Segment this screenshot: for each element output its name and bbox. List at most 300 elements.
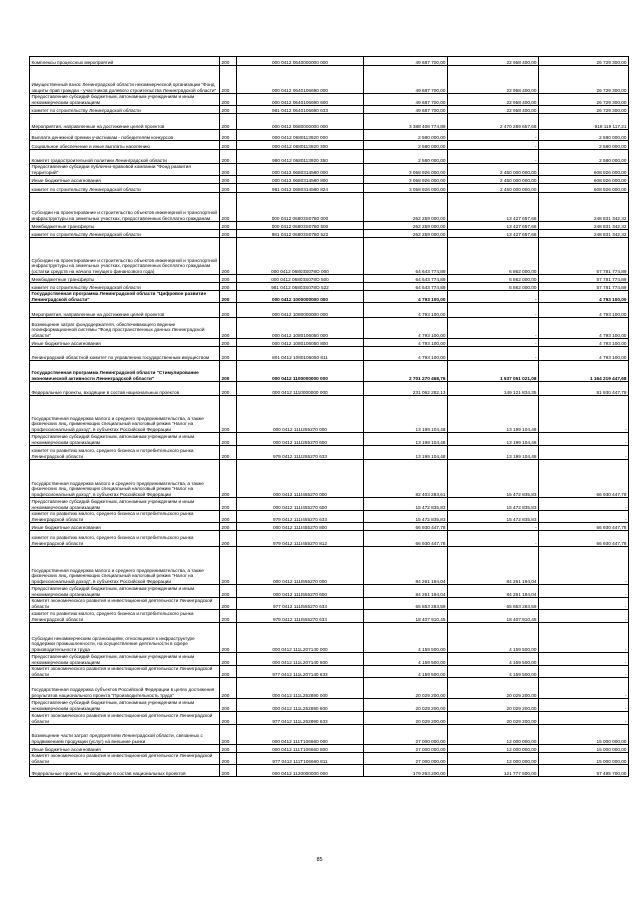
- budget-table-body: [30, 57, 629, 777]
- table-row: [30, 130, 629, 141]
- row-name: Государственная поддержка малого и среднего предпринимательства, а также физических лиц, применяющих специальный налоговый режим "Налог на профессиональный доход", в субъектах Российской Федерации: [30, 396, 220, 433]
- row-line-code: 200: [220, 361, 237, 382]
- row-line-code: 200: [220, 460, 237, 498]
- row-executed: 20 029 200,00: [448, 699, 539, 712]
- row-line-code: 200: [220, 347, 237, 361]
- row-budget-code: 000 0412 0680113920 000: [237, 130, 364, 141]
- row-executed: 15 472 835,83: [448, 460, 539, 498]
- row-remaining: -: [539, 446, 629, 460]
- row-approved: 27 000 000,00: [364, 745, 448, 753]
- table-row: [30, 347, 629, 361]
- row-name: Федеральные проекты, не входящие в состав национальных проектов: [30, 765, 220, 777]
- row-approved: 20 029 200,00: [364, 678, 448, 699]
- row-name: Иные бюджетные ассигнования: [30, 176, 220, 184]
- row-name: Государственная поддержка малого и среднего предпринимательства, а также физических лиц, применяющих специальный налоговый режим "Налог на профессиональный доход", в субъектах Российской Федерации: [30, 547, 220, 585]
- row-approved: 2 580 000,00: [364, 130, 448, 141]
- row-remaining: 608 926 000,00: [539, 184, 629, 193]
- table-row: [30, 446, 629, 460]
- row-remaining: 57 781 774,89: [539, 238, 629, 275]
- row-executed: 22 958 400,00: [448, 94, 539, 106]
- row-budget-code: 000 0412 111L252890 000: [237, 678, 364, 699]
- row-budget-code: 000 0412 1000000000 000: [237, 291, 364, 303]
- row-line-code: 200: [220, 141, 237, 150]
- row-budget-code: 000 0412 111I555270 600: [237, 585, 364, 598]
- row-name: комитет по развитию малого, среднего бизнеса и потребительского рынка Ленинградской области: [30, 531, 220, 547]
- table-row: [30, 275, 629, 283]
- row-line-code: 200: [220, 396, 237, 433]
- row-executed: -: [448, 347, 539, 361]
- row-executed: 121 777 500,00: [448, 765, 539, 777]
- row-budget-code: 000 0412 111I555270 000: [237, 547, 364, 585]
- row-line-code: 200: [220, 193, 237, 222]
- row-budget-code: 000 0412 0680314580 800: [237, 176, 364, 184]
- row-budget-code: 000 0412 111I455270 800: [237, 523, 364, 531]
- table-row: [30, 745, 629, 753]
- row-budget-code: 000 0412 1080106050 000: [237, 318, 364, 339]
- row-approved: 3 058 926 000,00: [364, 184, 448, 193]
- row-remaining: 15 000 000,00: [539, 725, 629, 745]
- row-approved: 4 159 500,00: [364, 623, 448, 653]
- row-budget-code: 000 0412 111L252890 600: [237, 699, 364, 712]
- table-row: [30, 712, 629, 725]
- row-budget-code: 977 0412 111T106660 811: [237, 753, 364, 765]
- row-name: Предоставление субсидий бюджетным, автономным учреждениям и иным некоммерческим организациям: [30, 433, 220, 446]
- row-line-code: 200: [220, 745, 237, 753]
- row-line-code: 200: [220, 303, 237, 318]
- row-budget-code: 981 0412 06803S078O 522: [237, 283, 364, 291]
- row-line-code: 200: [220, 446, 237, 460]
- row-line-code: 200: [220, 433, 237, 446]
- row-remaining: -: [539, 598, 629, 610]
- row-approved: 49 687 700,00: [364, 106, 448, 114]
- row-remaining: 66 930 447,78: [539, 523, 629, 531]
- table-row: [30, 303, 629, 318]
- row-name: комитет по строительству Ленинградской области: [30, 230, 220, 238]
- row-executed: 13 427 657,68: [448, 222, 539, 230]
- row-budget-code: 000 0412 0640106690 600: [237, 94, 364, 106]
- row-name: Иные бюджетные ассигнования: [30, 339, 220, 347]
- table-row: [30, 547, 629, 585]
- row-name: Государственная поддержка субъектов Российской Федерации в целях достижения результатов национального проекта "Производительность труда": [30, 678, 220, 699]
- table-row: [30, 531, 629, 547]
- row-name: Предоставление субсидий бюджетным, автономным учреждениям и иным некоммерческим организациям: [30, 94, 220, 106]
- row-line-code: 200: [220, 106, 237, 114]
- row-approved: 20 029 200,00: [364, 712, 448, 725]
- row-budget-code: 977 0412 111L207140 633: [237, 666, 364, 678]
- row-remaining: 66 930 447,78: [539, 460, 629, 498]
- row-line-code: 200: [220, 725, 237, 745]
- row-name: Мероприятия, направленные на достижение целей проектов: [30, 303, 220, 318]
- row-name: Комитет градостроительной политики Ленинградской области: [30, 150, 220, 164]
- row-executed: -: [448, 130, 539, 141]
- row-budget-code: 000 0412 0640000000 000: [237, 57, 364, 66]
- row-remaining: -: [539, 585, 629, 598]
- row-approved: 179 263 200,00: [364, 765, 448, 777]
- row-approved: 4 793 100,00: [364, 291, 448, 303]
- row-approved: 84 261 194,04: [364, 585, 448, 598]
- row-executed: 20 029 200,00: [448, 678, 539, 699]
- row-remaining: 4 793 100,00: [539, 303, 629, 318]
- table-row: [30, 753, 629, 765]
- row-executed: -: [448, 523, 539, 531]
- row-executed: 13 199 104,48: [448, 396, 539, 433]
- row-name: Предоставление субсидий бюджетным, автономным учреждениям и иным некоммерческим организациям: [30, 699, 220, 712]
- row-name: Предоставление субсидий бюджетным, автономным учреждениям и иным некоммерческим организациям: [30, 585, 220, 598]
- row-name: комитет по строительству Ленинградской области: [30, 106, 220, 114]
- row-executed: -: [448, 531, 539, 547]
- table-row: [30, 585, 629, 598]
- row-approved: 20 029 200,00: [364, 699, 448, 712]
- row-remaining: 918 119 117,21: [539, 114, 629, 130]
- table-row: [30, 433, 629, 446]
- row-line-code: 200: [220, 230, 237, 238]
- table-row: [30, 291, 629, 303]
- table-row: [30, 222, 629, 230]
- row-remaining: 81 930 447,78: [539, 382, 629, 396]
- row-name: Государственная программа Ленинградской области "Стимулирование экономической активности Ленинградской области": [30, 361, 220, 382]
- row-approved: 84 261 194,04: [364, 547, 448, 585]
- row-line-code: 200: [220, 184, 237, 193]
- row-executed: 20 029 200,00: [448, 712, 539, 725]
- row-approved: 262 259 000,00: [364, 222, 448, 230]
- row-budget-code: 000 0412 111I455270 000: [237, 460, 364, 498]
- row-approved: 82 403 283,61: [364, 460, 448, 498]
- row-budget-code: 000 0412 111I255270 600: [237, 433, 364, 446]
- table-row: [30, 339, 629, 347]
- row-approved: 64 643 774,89: [364, 238, 448, 275]
- row-budget-code: 000 0412 1100000000 000: [237, 361, 364, 382]
- row-approved: 65 853 283,59: [364, 598, 448, 610]
- table-row: [30, 396, 629, 433]
- row-budget-code: 000 0412 111L207140 600: [237, 653, 364, 666]
- row-budget-code: 000 0412 111I255270 000: [237, 396, 364, 433]
- row-budget-code: 979 0412 111I255270 633: [237, 446, 364, 460]
- row-name: Субсидии некоммерческим организациям, относящимся к инфраструктуре поддержки промышленности, на осуществление деятельности в сфере производительности труда: [30, 623, 220, 653]
- row-line-code: 200: [220, 498, 237, 511]
- row-remaining: 608 926 000,00: [539, 176, 629, 184]
- row-line-code: 200: [220, 382, 237, 396]
- row-executed: -: [448, 318, 539, 339]
- row-remaining: -: [539, 678, 629, 699]
- row-budget-code: 981 0412 0680314580 824: [237, 184, 364, 193]
- row-remaining: 2 580 000,00: [539, 150, 629, 164]
- row-line-code: 200: [220, 653, 237, 666]
- row-line-code: 200: [220, 130, 237, 141]
- table-row: [30, 164, 629, 176]
- row-remaining: 4 793 100,00: [539, 347, 629, 361]
- row-approved: 64 643 774,89: [364, 275, 448, 283]
- row-executed: 2 450 000 000,00: [448, 176, 539, 184]
- row-line-code: 200: [220, 176, 237, 184]
- row-line-code: 200: [220, 765, 237, 777]
- row-line-code: 200: [220, 318, 237, 339]
- row-name: Межбюджетные трансферты: [30, 222, 220, 230]
- row-remaining: 2 580 000,00: [539, 130, 629, 141]
- row-approved: 2 701 270 468,76: [364, 361, 448, 382]
- table-row: [30, 230, 629, 238]
- row-remaining: 26 729 300,00: [539, 94, 629, 106]
- row-budget-code: 000 0412 1080106050 800: [237, 339, 364, 347]
- row-budget-code: 981 0412 0640106690 633: [237, 106, 364, 114]
- row-name: Государственная программа Ленинградской области "Цифровое развитие Ленинградской области": [30, 291, 220, 303]
- row-line-code: 200: [220, 291, 237, 303]
- table-row: [30, 725, 629, 745]
- row-name: комитет по строительству Ленинградской области: [30, 184, 220, 193]
- table-row: [30, 176, 629, 184]
- row-budget-code: 000 0412 0680000000 000: [237, 114, 364, 130]
- row-budget-code: 977 0412 111L252890 633: [237, 712, 364, 725]
- table-row: [30, 114, 629, 130]
- table-row: [30, 623, 629, 653]
- row-approved: 3 058 926 000,00: [364, 176, 448, 184]
- row-remaining: -: [539, 712, 629, 725]
- row-budget-code: 980 0412 0680113920 350: [237, 150, 364, 164]
- row-remaining: 26 729 300,00: [539, 106, 629, 114]
- row-name: Социальное обеспечение и иные выплаты населению: [30, 141, 220, 150]
- table-row: [30, 361, 629, 382]
- row-remaining: -: [539, 433, 629, 446]
- row-line-code: 200: [220, 66, 237, 94]
- table-row: [30, 141, 629, 150]
- table-row: [30, 94, 629, 106]
- table-row: [30, 765, 629, 777]
- table-row: [30, 283, 629, 291]
- table-row: [30, 318, 629, 339]
- row-budget-code: 000 0412 111L207140 000: [237, 623, 364, 653]
- row-approved: 27 000 000,00: [364, 725, 448, 745]
- row-line-code: 200: [220, 164, 237, 176]
- row-line-code: 200: [220, 547, 237, 585]
- table-row: [30, 653, 629, 666]
- row-budget-code: 801 0412 1080106050 811: [237, 347, 364, 361]
- row-executed: -: [448, 141, 539, 150]
- row-remaining: -: [539, 498, 629, 511]
- row-executed: 6 862 000,00: [448, 275, 539, 283]
- row-budget-code: 000 0412 06803S0780 500: [237, 222, 364, 230]
- row-remaining: 248 831 342,32: [539, 230, 629, 238]
- row-executed: -: [448, 303, 539, 318]
- row-executed: -: [448, 339, 539, 347]
- row-executed: 65 853 283,59: [448, 598, 539, 610]
- row-line-code: 200: [220, 339, 237, 347]
- row-line-code: 200: [220, 585, 237, 598]
- row-executed: 4 159 500,00: [448, 623, 539, 653]
- row-name: Возмещение затрат фондодержателя, обеспечивающего ведение геоинформационной системы "Фонд пространственных данных Ленинградской области": [30, 318, 220, 339]
- row-line-code: 200: [220, 222, 237, 230]
- row-executed: 15 472 835,83: [448, 498, 539, 511]
- row-remaining: 248 831 342,32: [539, 222, 629, 230]
- row-executed: 13 199 104,48: [448, 433, 539, 446]
- row-executed: 22 958 400,00: [448, 57, 539, 66]
- row-remaining: -: [539, 666, 629, 678]
- row-approved: 4 793 100,00: [364, 303, 448, 318]
- row-remaining: 15 000 000,00: [539, 745, 629, 753]
- row-budget-code: 977 0412 111I555270 633: [237, 598, 364, 610]
- row-executed: 6 862 000,00: [448, 238, 539, 275]
- row-name: Комитет экономического развития и инвестиционной деятельности Ленинградской области: [30, 753, 220, 765]
- row-line-code: 200: [220, 598, 237, 610]
- row-budget-code: 979 0412 111I455270 633: [237, 511, 364, 523]
- row-name: Мероприятия, направленные на достижение целей проектов: [30, 114, 220, 130]
- row-executed: 13 199 104,48: [448, 446, 539, 460]
- row-executed: 149 121 834,35: [448, 382, 539, 396]
- row-executed: 22 958 400,00: [448, 106, 539, 114]
- table-row: [30, 498, 629, 511]
- row-remaining: 26 729 300,00: [539, 66, 629, 94]
- row-budget-code: 981 0412 06803S0780 522: [237, 230, 364, 238]
- row-approved: 3 388 408 774,89: [364, 114, 448, 130]
- row-approved: 15 472 835,83: [364, 511, 448, 523]
- row-name: комитет по развитию малого, среднего бизнеса и потребительского рынка Ленинградской области: [30, 610, 220, 623]
- row-approved: 4 793 100,00: [364, 347, 448, 361]
- row-name: Предоставление субсидий бюджетным, автономным учреждениям и иным некоммерческим организациям: [30, 653, 220, 666]
- table-row: [30, 460, 629, 498]
- row-approved: 18 407 910,45: [364, 610, 448, 623]
- row-name: Имущественный взнос Ленинградской области некоммерческой организации "Фонд защиты прав граждан - участников долевого строительства Ленинградской области": [30, 66, 220, 94]
- row-executed: 2 450 000 000,00: [448, 164, 539, 176]
- row-executed: 84 261 194,04: [448, 585, 539, 598]
- row-budget-code: 000 0412 1110000000 000: [237, 382, 364, 396]
- row-name: Комитет экономического развития и инвестиционной деятельности Ленинградской области: [30, 666, 220, 678]
- row-name: комитет по развитию малого, среднего бизнеса и потребительского рынка Ленинградской области: [30, 511, 220, 523]
- row-remaining: -: [539, 547, 629, 585]
- row-approved: 49 687 700,00: [364, 57, 448, 66]
- row-budget-code: 000 0412 0680314580 000: [237, 164, 364, 176]
- row-remaining: -: [539, 610, 629, 623]
- table-row: [30, 699, 629, 712]
- row-remaining: -: [539, 511, 629, 523]
- row-name: Комплексы процессных мероприятий: [30, 57, 220, 66]
- row-line-code: 200: [220, 753, 237, 765]
- row-line-code: 200: [220, 666, 237, 678]
- row-budget-code: 000 0412 111T106660 800: [237, 745, 364, 753]
- row-approved: 66 930 447,78: [364, 523, 448, 531]
- row-approved: 2 580 000,00: [364, 150, 448, 164]
- table-row: [30, 666, 629, 678]
- row-executed: 12 000 000,00: [448, 753, 539, 765]
- row-approved: 2 580 000,00: [364, 141, 448, 150]
- row-approved: 66 930 447,78: [364, 531, 448, 547]
- row-line-code: 200: [220, 712, 237, 725]
- row-line-code: 200: [220, 523, 237, 531]
- row-name: Межбюджетные трансферты: [30, 275, 220, 283]
- row-name: Выплата денежной премии участникам - победителям конкурсов: [30, 130, 220, 141]
- row-budget-code: 000 0412 0680113920 300: [237, 141, 364, 150]
- row-name: Иные бюджетные ассигнования: [30, 523, 220, 531]
- row-line-code: 200: [220, 275, 237, 283]
- row-line-code: 200: [220, 511, 237, 523]
- row-remaining: 57 781 774,89: [539, 275, 629, 283]
- row-line-code: 200: [220, 678, 237, 699]
- row-remaining: 2 580 000,00: [539, 141, 629, 150]
- row-name: Предоставление субсидий бюджетным, автономным учреждениям и иным некоммерческим организациям: [30, 498, 220, 511]
- row-budget-code: 000 0412 06803S078O 000: [237, 238, 364, 275]
- row-executed: 12 000 000,00: [448, 745, 539, 753]
- row-line-code: 200: [220, 531, 237, 547]
- row-budget-code: 000 0412 1080000000 000: [237, 303, 364, 318]
- row-executed: 22 958 400,00: [448, 66, 539, 94]
- row-budget-code: 000 0412 111T106660 000: [237, 725, 364, 745]
- row-name: Иные бюджетные ассигнования: [30, 745, 220, 753]
- row-approved: 49 687 700,00: [364, 94, 448, 106]
- row-line-code: 200: [220, 610, 237, 623]
- row-remaining: 608 926 000,00: [539, 164, 629, 176]
- table-row: [30, 193, 629, 222]
- row-budget-code: 000 0412 111I455270 600: [237, 498, 364, 511]
- row-approved: 49 687 700,00: [364, 66, 448, 94]
- table-row: [30, 523, 629, 531]
- row-budget-code: 979 0412 111I555270 633: [237, 610, 364, 623]
- row-remaining: 57 485 700,00: [539, 765, 629, 777]
- row-approved: 13 199 104,48: [364, 396, 448, 433]
- row-executed: 1 537 051 021,08: [448, 361, 539, 382]
- row-name: Предоставление субсидии публично-правовой компании "Фонд развития территорий": [30, 164, 220, 176]
- row-approved: 27 000 000,00: [364, 753, 448, 765]
- row-remaining: -: [539, 653, 629, 666]
- row-name: Комитет экономического развития и инвестиционной деятельности Ленинградской области: [30, 598, 220, 610]
- row-remaining: 4 793 100,00: [539, 318, 629, 339]
- row-remaining: 248 831 342,32: [539, 193, 629, 222]
- row-executed: 6 862 000,00: [448, 283, 539, 291]
- table-row: [30, 610, 629, 623]
- row-approved: 13 199 104,48: [364, 446, 448, 460]
- table-row: [30, 66, 629, 94]
- row-approved: 64 643 774,89: [364, 283, 448, 291]
- row-remaining: -: [539, 623, 629, 653]
- row-remaining: 4 793 100,00: [539, 339, 629, 347]
- row-executed: 15 472 835,83: [448, 511, 539, 523]
- row-name: Комитет экономического развития и инвестиционной деятельности Ленинградской области: [30, 712, 220, 725]
- row-approved: 4 793 100,00: [364, 318, 448, 339]
- row-executed: 2 470 289 657,68: [448, 114, 539, 130]
- table-row: [30, 57, 629, 66]
- page-number: 85: [316, 857, 323, 863]
- row-executed: -: [448, 291, 539, 303]
- row-remaining: -: [539, 699, 629, 712]
- row-name: Федеральные проекты, входящие в состав национальных проектов: [30, 382, 220, 396]
- row-line-code: 200: [220, 623, 237, 653]
- row-remaining: 57 781 774,89: [539, 283, 629, 291]
- row-approved: 15 472 835,83: [364, 498, 448, 511]
- row-name: Субсидии на проектирование и строительство объектов инженерной и транспортной инфраструктуры на земельных участках, предоставленных бесплатно гражданам (остатки средств на начало текущего финансового года): [30, 238, 220, 275]
- row-executed: 2 450 000 000,00: [448, 184, 539, 193]
- row-budget-code: 000 0412 0640106690 000: [237, 66, 364, 94]
- table-row: [30, 382, 629, 396]
- table-row: [30, 184, 629, 193]
- row-approved: 4 159 500,00: [364, 653, 448, 666]
- row-approved: 4 793 100,00: [364, 339, 448, 347]
- row-remaining: 4 793 100,00: [539, 291, 629, 303]
- table-row: [30, 106, 629, 114]
- table-row: [30, 678, 629, 699]
- row-remaining: 66 930 447,78: [539, 531, 629, 547]
- row-line-code: 200: [220, 57, 237, 66]
- row-budget-code: 000 0412 06803S0780 000: [237, 193, 364, 222]
- row-name: комитет по строительству Ленинградской области: [30, 283, 220, 291]
- row-remaining: 1 164 219 447,68: [539, 361, 629, 382]
- row-budget-code: 000 0412 1120000000 000: [237, 765, 364, 777]
- row-approved: 3 058 926 000,00: [364, 164, 448, 176]
- row-executed: 84 261 194,04: [448, 547, 539, 585]
- row-line-code: 200: [220, 699, 237, 712]
- budget-table: [29, 56, 629, 777]
- table-row: [30, 150, 629, 164]
- row-remaining: 15 000 000,00: [539, 753, 629, 765]
- table-row: [30, 598, 629, 610]
- row-budget-code: 000 0412 06803S078O 500: [237, 275, 364, 283]
- table-row: [30, 238, 629, 275]
- row-approved: 13 199 104,48: [364, 433, 448, 446]
